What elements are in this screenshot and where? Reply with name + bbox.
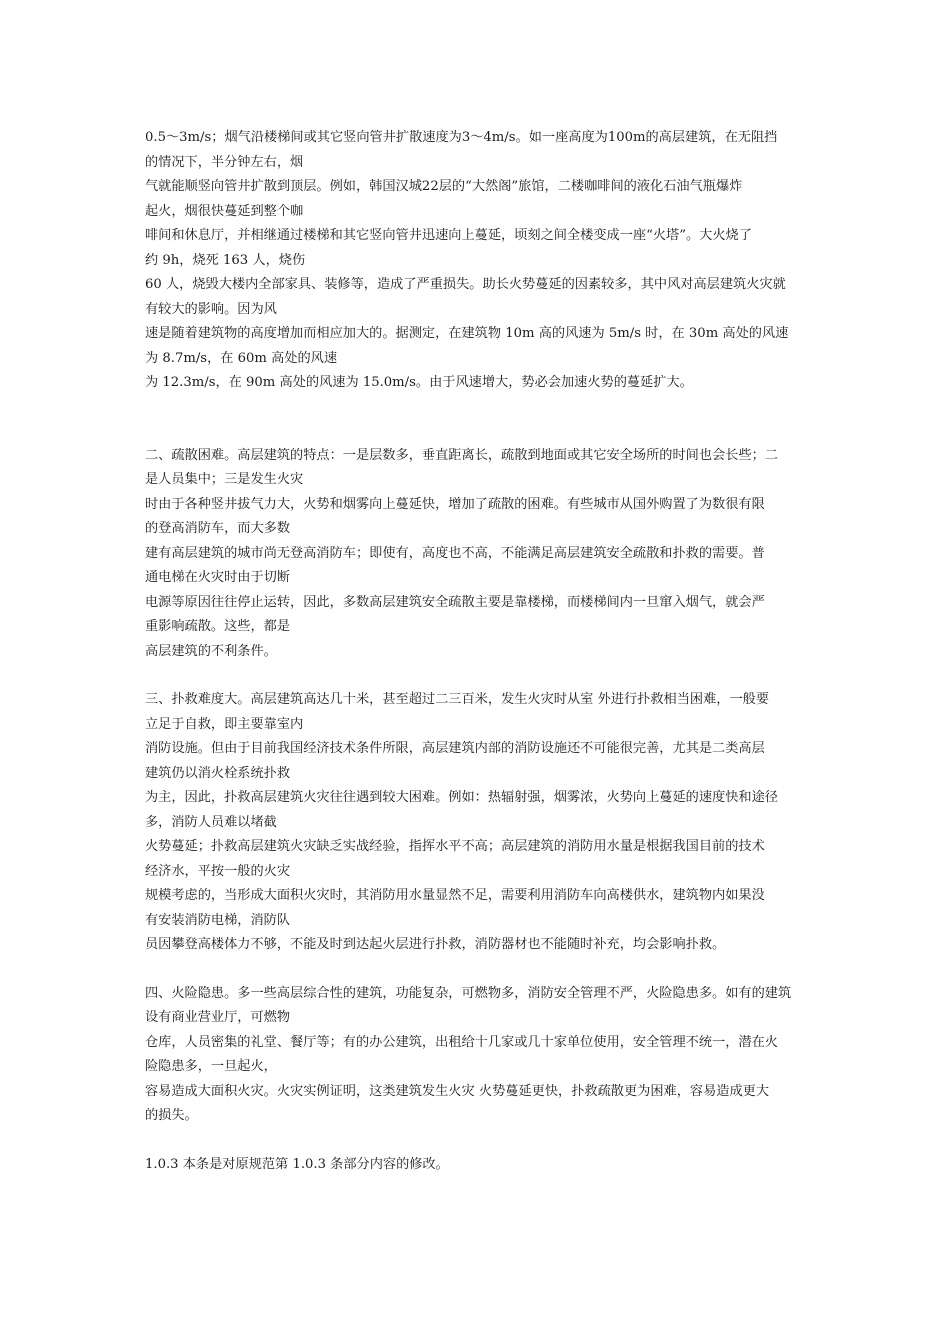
- paragraph-spacer: [145, 1129, 811, 1153]
- text-line: 60 人，烧毁大楼内全部家具、装修等，造成了严重损失。助长火势蔓延的因素较多，其中风对高层建筑火灾就: [145, 277, 786, 292]
- paragraph-spacer: [145, 396, 811, 444]
- text-line: 通电梯在火灾时由于切断: [145, 570, 291, 585]
- text-line: 高层建筑的不利条件。: [145, 643, 277, 659]
- text-line: 重影响疏散。这些，都是: [145, 619, 291, 634]
- paragraph-fire-hazards: [145, 982, 811, 1129]
- text-line: 消防设施。但由于目前我国经济技术条件所限，高层建筑内部的消防设施还不可能很完善，尤其是二类高层: [145, 741, 765, 756]
- text-line: 0.5～3m/s；烟气沿楼梯间或其它竖向管井扩散速度为3～4m/s。如一座高度为100m的高层建筑，在无阻挡: [145, 130, 778, 145]
- text-line: 的登高消防车，而大多数: [145, 521, 291, 536]
- text-line: 建有高层建筑的城市尚无登高消防车；即使有，高度也不高，不能满足高层建筑安全疏散和扑救的需要。普: [145, 545, 765, 561]
- text-line: 火势蔓延；扑救高层建筑火灾缺乏实战经验，指挥水平不高；高层建筑的消防用水量是根据我国目前的技术: [145, 839, 765, 854]
- text-line: 1.0.3 本条是对原规范第 1.0.3 条部分内容的修改。: [145, 1156, 449, 1172]
- text-line: 仓库，人员密集的礼堂、餐厅等；有的办公建筑，出租给十几家或几十家单位使用，安全管理不统一，潜在火: [145, 1034, 778, 1050]
- paragraph-clause-1-0-3: [145, 1153, 811, 1178]
- text-line: 多，消防人员难以堵截: [145, 814, 277, 830]
- text-line: 时由于各种竖井拔气力大，火势和烟雾向上蔓延快，增加了疏散的困难。有些城市从国外购置了为数很有限: [145, 496, 765, 512]
- text-line: 四、火险隐患。多一些高层综合性的建筑，功能复杂，可燃物多，消防安全管理不严，火险隐患多。如有的建筑: [145, 985, 792, 1001]
- text-line: 气就能顺竖向管井扩散到顶层。例如，韩国汉城22层的“大然阁”旅馆，二楼咖啡间的液化石油气瓶爆炸: [145, 179, 743, 194]
- text-line: 设有商业营业厅，可燃物: [145, 1010, 291, 1025]
- text-line: 的情况下，半分钟左右，烟: [145, 154, 304, 170]
- text-line: 立足于自救，即主要靠室内: [145, 716, 304, 732]
- paragraph-evacuation: [145, 444, 811, 665]
- paragraph-spacer: [145, 958, 811, 982]
- text-line: 险隐患多，一旦起火，: [145, 1059, 277, 1074]
- text-line: 容易造成大面积火灾。火灾实例证明，这类建筑发生火灾 火势蔓延更快，扑救疏散更为困难，容易造成更大: [145, 1083, 770, 1099]
- text-line: 的损失。: [145, 1108, 198, 1123]
- text-line: 起火，烟很快蔓延到整个咖: [145, 203, 304, 219]
- paragraph-firefighting: [145, 688, 811, 958]
- text-line: 规模考虑的，当形成大面积火灾时，其消防用水量显然不足，需要利用消防车向高楼供水，建筑物内如果没: [145, 888, 765, 903]
- text-line: 经济水，平按一般的火灾: [145, 863, 291, 879]
- text-line: 约 9h，烧死 163 人，烧伤: [145, 252, 306, 268]
- paragraph-spacer: [145, 664, 811, 688]
- text-line: 为 8.7m/s，在 60m 高处的风速: [145, 350, 338, 366]
- text-line: 有安装消防电梯，消防队: [145, 912, 291, 928]
- text-line: 啡间和休息厅，并相继通过楼梯和其它竖向管井迅速向上蔓延，顷刻之间全楼变成一座“火塔”。大火烧了: [145, 228, 752, 243]
- document-body: [145, 126, 811, 1177]
- text-line: 是人员集中；三是发生火灾: [145, 472, 304, 487]
- text-line: 有较大的影响。因为风: [145, 301, 277, 317]
- paragraph-smoke-spread: [145, 126, 811, 396]
- text-line: 速是随着建筑物的高度增加而相应加大的。据测定，在建筑物 10m 高的风速为 5m/s 时，在 30m 高处的风速: [145, 326, 789, 341]
- text-line: 建筑仍以消火栓系统扑救: [145, 765, 291, 781]
- text-line: 员因攀登高楼体力不够，不能及时到达起火层进行扑救，消防器材也不能随时补充，均会影响扑救。: [145, 937, 726, 952]
- text-line: 为 12.3m/s，在 90m 高处的风速为 15.0m/s。由于风速增大，势必会加速火势的蔓延扩大。: [145, 375, 693, 390]
- text-line: 电源等原因往往停止运转，因此，多数高层建筑安全疏散主要是靠楼梯，而楼梯间内一旦窜入烟气，就会严: [145, 594, 765, 610]
- text-line: 三、扑救难度大。高层建筑高达几十米，甚至超过二三百米，发生火灾时从室 外进行扑救相当困难，一般要: [145, 692, 770, 707]
- text-line: 为主，因此，扑救高层建筑火灾往往遇到较大困难。例如：热辐射强，烟雾浓，火势向上蔓延的速度快和途径: [145, 790, 778, 805]
- text-line: 二、疏散困难。高层建筑的特点：一是层数多，垂直距离长，疏散到地面或其它安全场所的时间也会长些；二: [145, 447, 778, 463]
